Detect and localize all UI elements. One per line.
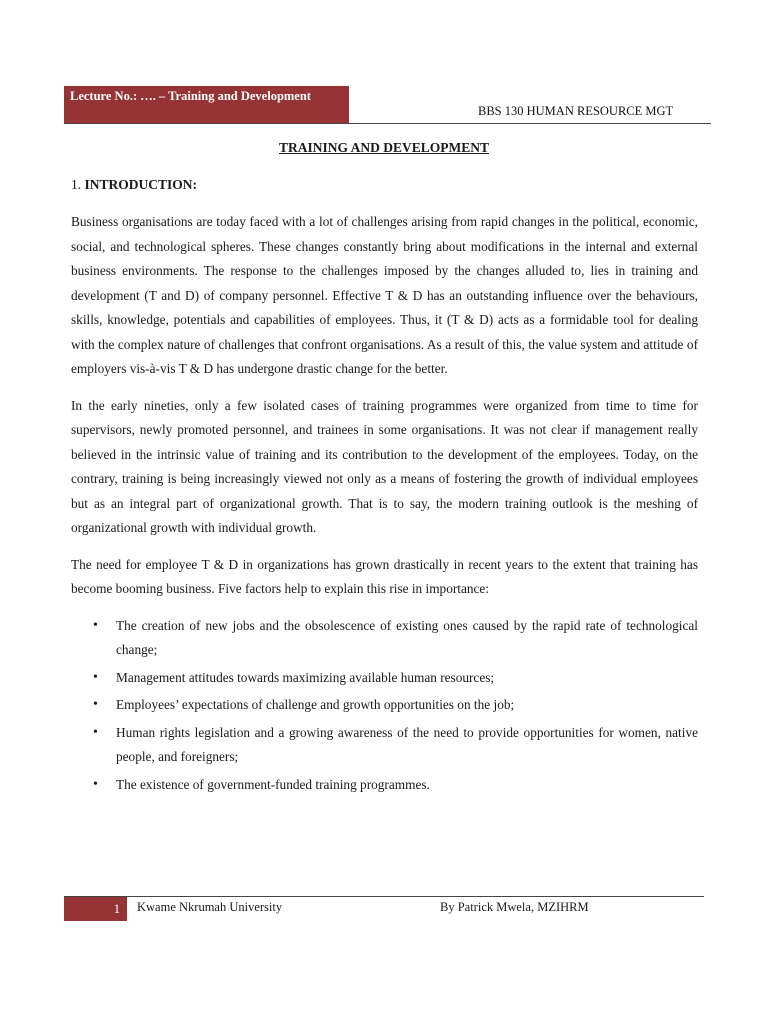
- list-item: • Human rights legislation and a growing awareness of the need to provide opportunities for women, native people, and foreigners;: [71, 721, 698, 770]
- document-title: TRAINING AND DEVELOPMENT: [278, 140, 490, 155]
- list-item: • Employees’ expectations of challenge and growth opportunities on the job;: [71, 693, 698, 718]
- factors-list: [71, 614, 698, 798]
- section-number: 1.: [71, 177, 82, 192]
- lecture-label: Lecture No.: …. – Training and Development: [70, 89, 311, 103]
- course-code: BBS 130 HUMAN RESOURCE MGT: [478, 104, 674, 118]
- paragraph: The need for employee T & D in organizations has grown drastically in recent years to the extent that training has become booming business. Five factors help to explain this rise in importance:: [71, 556, 698, 596]
- page-number: 1: [113, 902, 120, 916]
- section-title: INTRODUCTION:: [84, 177, 198, 192]
- footer-institution: Kwame Nkrumah University: [137, 900, 283, 914]
- lecture-header-box: [64, 86, 349, 124]
- document-body: [71, 210, 698, 800]
- footer-divider: [64, 896, 704, 897]
- paragraph: Business organisations are today faced with a lot of challenges arising from rapid changes in the political, economic, social, and technological spheres. These changes constantly bring about modifications in the internal and external business environments. The response to the challenges imposed by the changes alluded to, lies in training and development (T and D) of company personnel. Effective T & D has an outstanding influence over the behaviours, skills, knowledge, potentials and capabilities of employees. Thus, it (T & D) acts as a formidable tool for dealing with the complex nature of challenges that confront organisations. As a result of this, the value system and attitude of employers vis-à-vis T & D has undergone drastic change for the better.: [71, 214, 698, 376]
- footer-author: By Patrick Mwela, MZIHRM: [440, 900, 589, 914]
- header-divider: [64, 123, 711, 124]
- paragraph: In the early nineties, only a few isolated cases of training programmes were organized from time to time for supervisors, newly promoted personnel, and trainees in some organisations. It was not clear if management really believed in the intrinsic value of training and its contribution to the development of the employees. Today, on the contrary, training is being increasingly viewed not only as a means of fostering the growth of individual employees but as an integral part of organizational growth. That is to say, the modern training outlook is the meshing of organizational growth with individual growth.: [71, 397, 698, 535]
- list-item: • Management attitudes towards maximizing available human resources;: [71, 666, 698, 691]
- page-number-box: [64, 897, 127, 921]
- section-heading: [71, 177, 197, 193]
- list-item: • The creation of new jobs and the obsolescence of existing ones caused by the rapid rate of technological change;: [71, 614, 698, 663]
- list-item: • The existence of government-funded training programmes.: [71, 773, 698, 798]
